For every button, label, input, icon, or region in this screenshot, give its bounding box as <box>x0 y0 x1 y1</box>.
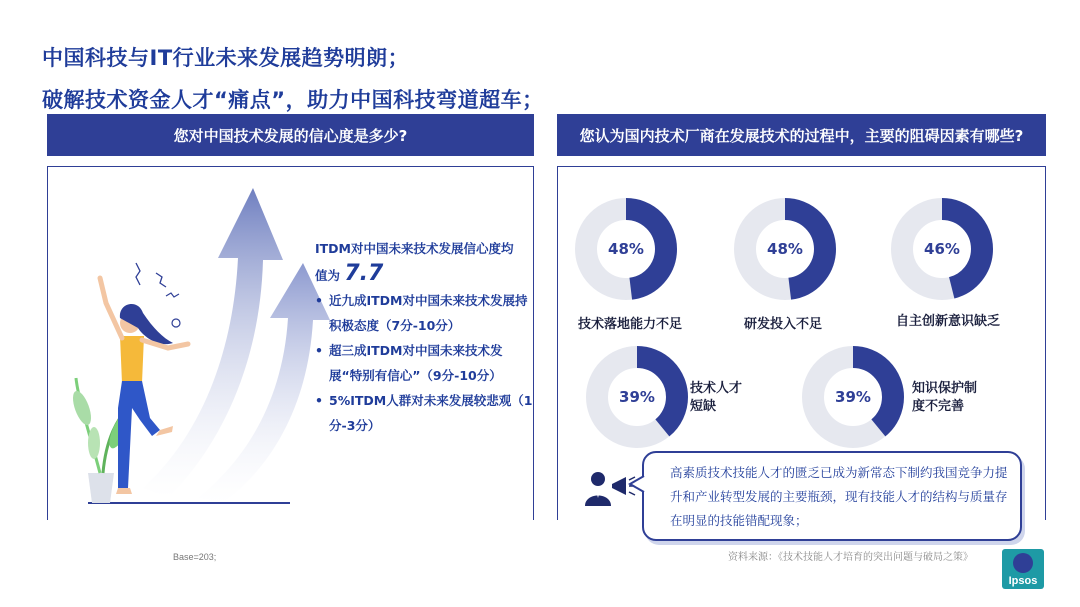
donut-chart-4 <box>585 345 689 449</box>
ipsos-logo <box>1002 549 1044 589</box>
factor-label-4-line1: 技术人才 <box>690 381 743 396</box>
donut-chart-3 <box>890 197 994 301</box>
stat-bullet: • 5%ITDM人群对未来发展较悲观（1分-3分） <box>315 388 535 438</box>
factor-label-5-line1: 知识保护制 <box>912 381 978 396</box>
stat-value-prefix: 值为 <box>315 268 341 283</box>
donut-chart-1 <box>574 197 678 301</box>
donut-chart-5 <box>801 345 905 449</box>
factor-label-3: 自主创新意识缺乏 <box>896 314 1001 329</box>
logo-text: Ipsos <box>1008 575 1038 587</box>
stat-value: 7.7 <box>344 261 384 286</box>
quote-pointer <box>628 474 646 494</box>
stat-bullet-list <box>315 288 535 438</box>
donut-value-5: 39% <box>835 388 871 406</box>
quote-callout <box>642 451 1022 541</box>
source-note: 资料来源：《技术技能人才培育的突出问题与破局之策》 <box>728 552 973 563</box>
confidence-illustration <box>48 168 341 508</box>
stat-bullet: • 超三成ITDM对中国未来技术发展“特别有信心”（9分-10分） <box>315 338 535 388</box>
page-title-line1: 中国科技与IT行业未来发展趋势明朗； <box>42 46 410 70</box>
confidence-stats <box>315 236 535 438</box>
factor-label-2: 研发投入不足 <box>744 317 823 332</box>
right-panel-header: 您认为国内技术厂商在发展技术的过程中，主要的阻碍因素有哪些? <box>557 114 1046 156</box>
factor-label-1: 技术落地能力不足 <box>578 317 683 332</box>
factor-label-4 <box>690 380 742 416</box>
donut-value-2: 48% <box>767 240 803 258</box>
donut-chart-2 <box>733 197 837 301</box>
donut-value-3: 46% <box>924 240 960 258</box>
factor-label-5 <box>912 380 977 416</box>
page-title-line2: 破解技术资金人才“痛点”，助力中国科技弯道超车； <box>42 88 544 112</box>
donut-value-1: 48% <box>608 240 644 258</box>
stat-headline: ITDM对中国未来技术发展信心度均 <box>315 241 514 256</box>
quote-text: 高素质技术技能人才的匮乏已成为新常态下制约我国竞争力提升和产业转型发展的主要瓶颈，现有技能人才的结构与质量存在明显的技能错配现象； <box>670 465 1008 528</box>
left-panel-header: 您对中国技术发展的信心度是多少? <box>47 114 534 156</box>
factor-label-5-line2: 度不完善 <box>912 399 965 414</box>
factor-label-4-line2: 短缺 <box>690 399 717 414</box>
stat-bullet: • 近九成ITDM对中国未来技术发展持积极态度（7分-10分） <box>315 288 535 338</box>
donut-value-4: 39% <box>619 388 655 406</box>
base-note: Base=203; <box>173 552 217 562</box>
